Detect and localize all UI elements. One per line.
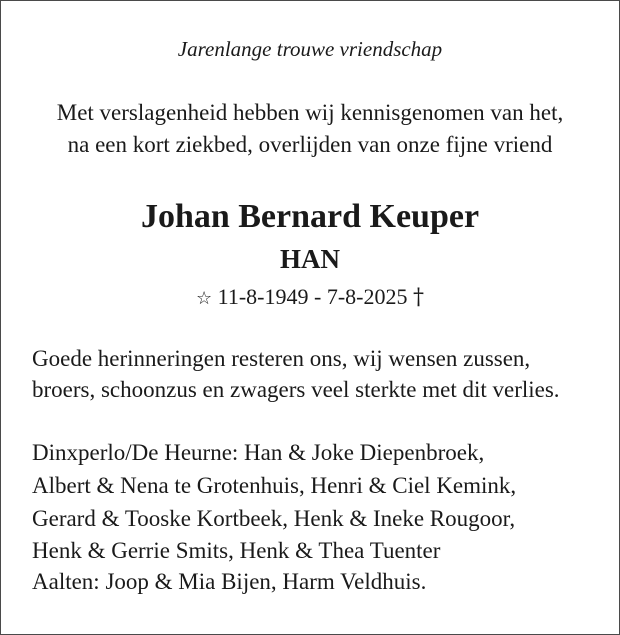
message-line-2: broers, schoonzus en zwagers veel sterkte met dit verlies. <box>32 377 560 402</box>
notice-header: Jarenlange trouwe vriendschap <box>177 37 443 61</box>
signatory-line-4: Henk & Gerrie Smits, Henk & Thea Tuenter <box>32 538 441 563</box>
signatory-line-1: Dinxperlo/De Heurne: Han & Joke Diepenbroek, <box>32 440 485 465</box>
signatory-line-3: Gerard & Tooske Kortbeek, Henk & Ineke Rougoor, <box>32 506 516 531</box>
message-line-1: Goede herinneringen resteren ons, wij wensen zussen, <box>32 346 531 371</box>
deceased-nickname: HAN <box>280 244 340 274</box>
life-dates <box>1 282 619 314</box>
deceased-name: Johan Bernard Keuper <box>140 198 480 235</box>
signatory-line-5: Aalten: Joop & Mia Bijen, Harm Veldhuis. <box>32 569 427 594</box>
intro-line-1: Met verslagenheid hebben wij kennisgenomen van het, <box>56 100 564 125</box>
death-cross-icon: † <box>412 285 424 310</box>
signatory-line-2: Albert & Nena te Grotenhuis, Henri & Ciel Kemink, <box>32 473 517 498</box>
birth-star-icon: ☆ <box>196 288 213 309</box>
intro-line-2: na een kort ziekbed, overlijden van onze fijne vriend <box>67 132 553 157</box>
date-range: 11-8-1949 - 7-8-2025 <box>217 284 408 309</box>
